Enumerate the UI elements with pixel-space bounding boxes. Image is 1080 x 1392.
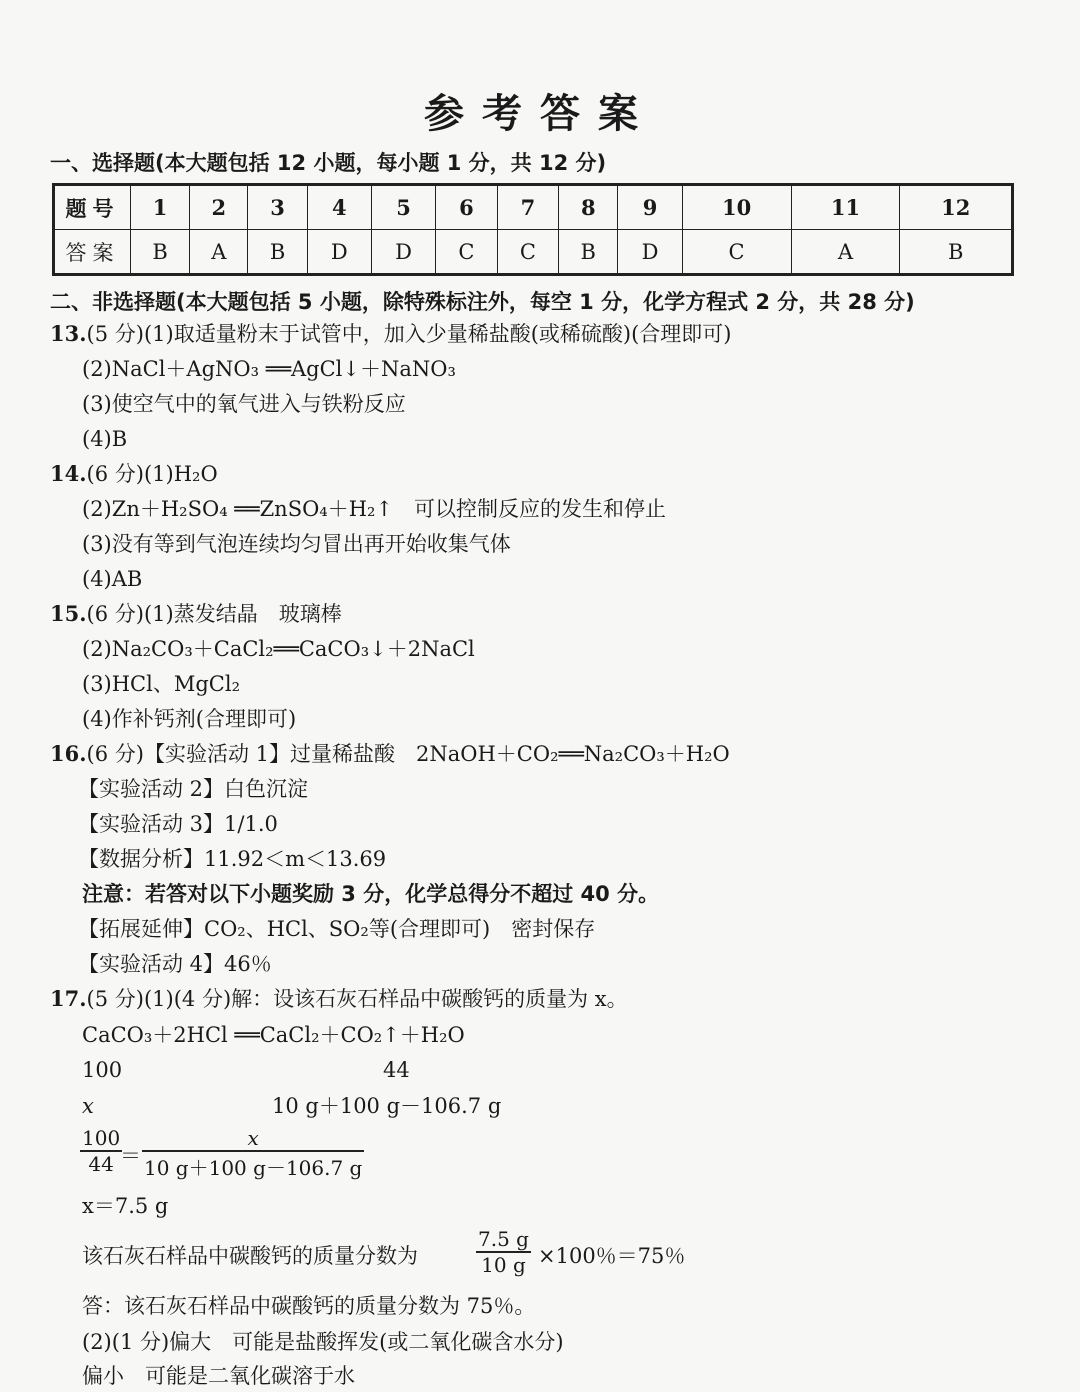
- cell-number: 9: [618, 185, 682, 230]
- q13-line2: (2)NaCl＋AgNO₃ ══AgCl↓＋NaNO₃: [82, 357, 456, 381]
- q17-equation: CaCO₃＋2HCl ══CaCl₂＋CO₂↑＋H₂O: [82, 1023, 465, 1047]
- q17-label: 17.: [50, 986, 87, 1011]
- table-row-answers: [54, 230, 1013, 275]
- q14-line4: (4)AB: [82, 567, 143, 591]
- table-row-numbers: [54, 185, 1013, 230]
- fraction-numerator: 7.5 g: [478, 1227, 529, 1251]
- cell-answer: B: [248, 230, 307, 275]
- cell-number: 5: [371, 185, 435, 230]
- fraction-numerator: x: [247, 1126, 259, 1150]
- q13-line3: (3)使空气中的氧气进入与铁粉反应: [82, 392, 406, 416]
- q16-label: 16.: [50, 741, 87, 766]
- q14-line3: (3)没有等到气泡连续均匀冒出再开始收集气体: [82, 532, 511, 556]
- section1-heading: 一、选择题(本大题包括 12 小题，每小题 1 分，共 12 分): [50, 151, 607, 175]
- q17-percent-fraction: [476, 1227, 531, 1277]
- q16-line4: 【数据分析】11.92＜m＜13.69: [78, 847, 387, 871]
- q14-text1: (6 分)(1)H₂O: [86, 462, 218, 486]
- cell-answer: D: [307, 230, 371, 275]
- cell-answer: C: [682, 230, 791, 275]
- q17-line1: [50, 985, 628, 1013]
- cell-answer: A: [190, 230, 248, 275]
- q17-result: x＝7.5 g: [82, 1194, 169, 1218]
- row-label-answer: 答案: [54, 230, 131, 275]
- q17-mass-caco3: 100: [82, 1058, 123, 1082]
- cell-number: 1: [131, 185, 190, 230]
- q17-line3: 偏小 可能是二氧化碳溶于水: [82, 1364, 355, 1388]
- q16-text1: (6 分)【实验活动 1】过量稀盐酸 2NaOH＋CO₂══Na₂CO₃＋H₂O: [86, 742, 730, 766]
- cell-number: 6: [436, 185, 498, 230]
- q15-line3: (3)HCl、MgCl₂: [82, 672, 240, 696]
- cell-number: 11: [791, 185, 900, 230]
- fraction-denominator: 10 g: [476, 1251, 531, 1277]
- cell-number: 10: [682, 185, 791, 230]
- q13-line4: (4)B: [82, 427, 128, 451]
- fraction-numerator: 100: [82, 1126, 121, 1150]
- q17-equals: ＝: [120, 1144, 141, 1168]
- page-title: 参考答案: [424, 91, 656, 137]
- cell-number: 12: [900, 185, 1013, 230]
- cell-answer: B: [559, 230, 618, 275]
- cell-answer: C: [436, 230, 498, 275]
- cell-answer: A: [791, 230, 900, 275]
- cell-number: 8: [559, 185, 618, 230]
- cell-answer: B: [900, 230, 1013, 275]
- q14-line1: [50, 460, 218, 488]
- cell-answer: D: [371, 230, 435, 275]
- q14-label: 14.: [50, 461, 87, 486]
- cell-answer: C: [497, 230, 559, 275]
- q15-line4: (4)作补钙剂(合理即可): [82, 707, 297, 731]
- q17-fraction-2: [142, 1126, 364, 1181]
- fraction-denominator: 10 g＋100 g－106.7 g: [142, 1150, 364, 1181]
- q17-percent-tail: ×100％＝75％: [538, 1244, 686, 1268]
- answer-table: [52, 183, 1014, 276]
- q17-answer: 答：该石灰石样品中碳酸钙的质量分数为 75％。: [82, 1294, 536, 1318]
- q17-percent-text: 该石灰石样品中碳酸钙的质量分数为: [82, 1244, 418, 1268]
- q16-line1: [50, 740, 730, 768]
- q17-fraction-1: [80, 1126, 122, 1176]
- q13-label: 13.: [50, 321, 87, 346]
- q15-text1: (6 分)(1)蒸发结晶 玻璃棒: [86, 602, 342, 626]
- q17-text1: (5 分)(1)(4 分)解：设该石灰石样品中碳酸钙的质量为 x。: [86, 987, 628, 1011]
- q16-line3: 【实验活动 3】1/1.0: [78, 812, 278, 836]
- q14-line2: (2)Zn＋H₂SO₄ ══ZnSO₄＋H₂↑ 可以控制反应的发生和停止: [82, 497, 667, 521]
- section2-heading: 二、非选择题(本大题包括 5 小题，除特殊标注外，每空 1 分，化学方程式 2 分，共 28 分): [50, 290, 915, 314]
- q15-line2: (2)Na₂CO₃＋CaCl₂══CaCO₃↓＋2NaCl: [82, 637, 475, 661]
- cell-answer: D: [618, 230, 682, 275]
- q16-line5: 【拓展延伸】CO₂、HCl、SO₂等(合理即可) 密封保存: [78, 917, 596, 941]
- q15-line1: [50, 600, 342, 628]
- cell-answer: B: [131, 230, 190, 275]
- q13-line1: [50, 320, 732, 348]
- q16-note: 注意：若答对以下小题奖励 3 分，化学总得分不超过 40 分。: [82, 882, 660, 906]
- q15-label: 15.: [50, 601, 87, 626]
- q13-text1: (5 分)(1)取适量粉末于试管中，加入少量稀盐酸(或稀硫酸)(合理即可): [86, 322, 732, 346]
- cell-number: 2: [190, 185, 248, 230]
- fraction-denominator: 44: [80, 1150, 122, 1176]
- q17-mass-co2: 44: [383, 1058, 410, 1082]
- q17-co2-expr: 10 g＋100 g－106.7 g: [272, 1094, 502, 1118]
- q17-x: x: [82, 1094, 94, 1118]
- cell-number: 4: [307, 185, 371, 230]
- q17-line2: (2)(1 分)偏大 可能是盐酸挥发(或二氧化碳含水分): [82, 1330, 564, 1354]
- cell-number: 7: [497, 185, 559, 230]
- q16-line2: 【实验活动 2】白色沉淀: [78, 777, 309, 801]
- cell-number: 3: [248, 185, 307, 230]
- q16-line6: 【实验活动 4】46％: [78, 952, 272, 976]
- row-label-number: 题号: [54, 185, 131, 230]
